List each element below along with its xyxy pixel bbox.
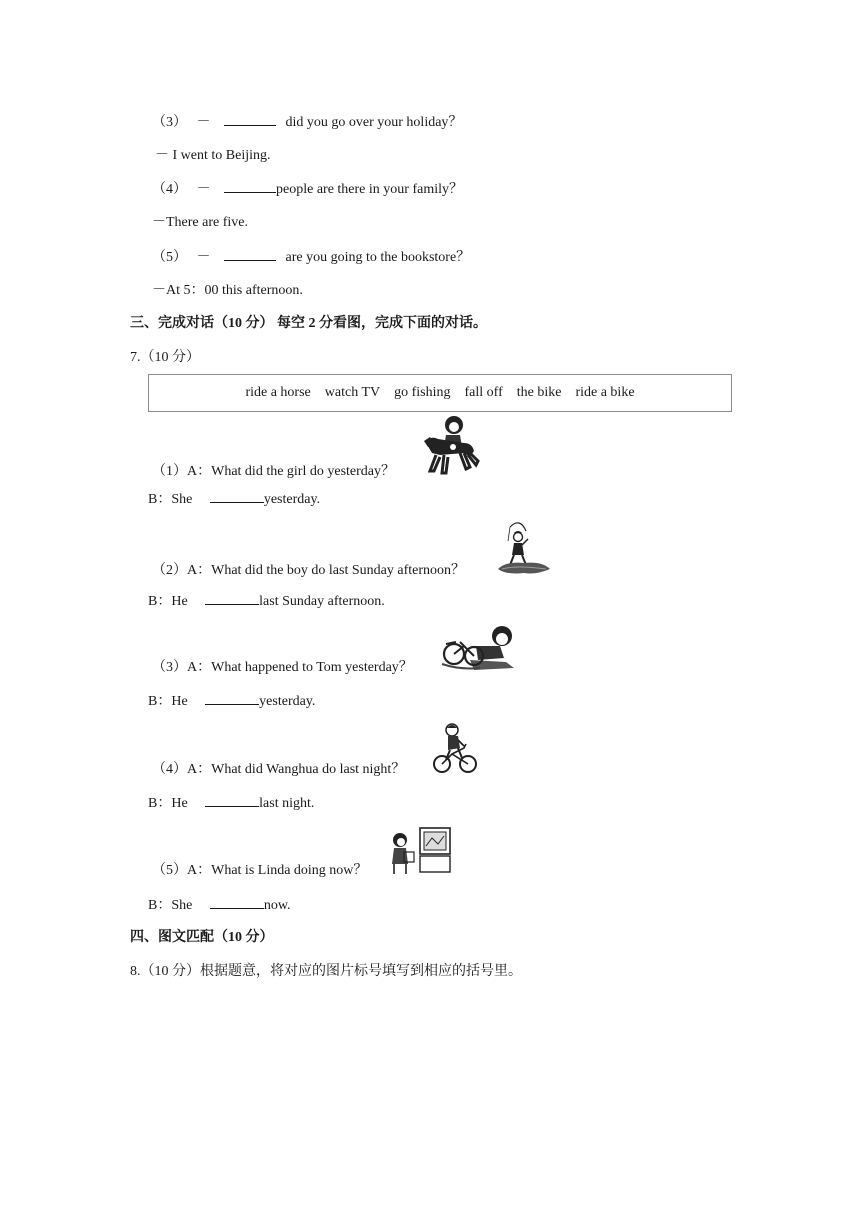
answer-3: － I went to Beijing.: [155, 148, 271, 163]
answer-blank[interactable]: [205, 794, 259, 807]
boy-riding-bike-icon: [432, 722, 478, 774]
dialog-1-question: （1）A：What did the girl do yesterday？: [152, 464, 396, 479]
question-5: （5） － are you going to the bookstore？: [152, 250, 471, 265]
dialog-1-answer: B：She yesterday.: [148, 492, 321, 507]
answer-blank[interactable]: [224, 248, 276, 261]
word-bank-item: fall off: [464, 385, 503, 400]
answer-blank[interactable]: [205, 692, 259, 705]
question-3: （3） － did you go over your holiday？: [152, 115, 463, 130]
section-3-heading: 三、完成对话（10 分） 每空 2 分看图，完成下面的对话。: [130, 316, 487, 331]
dialog-5-answer: B：She now.: [148, 898, 291, 913]
dialog-2-answer: B：He last Sunday afternoon.: [148, 594, 385, 609]
girl-riding-horse-icon: [420, 413, 480, 477]
girl-watching-tv-icon: [390, 826, 454, 876]
word-bank-item: watch TV: [324, 385, 381, 400]
word-bank-item: go fishing: [394, 385, 451, 400]
dialog-3-answer: B：He yesterday.: [148, 694, 316, 709]
answer-blank[interactable]: [210, 490, 264, 503]
question-8: 8.（10 分）根据题意，将对应的图片标号填写到相应的括号里。: [130, 964, 522, 979]
answer-blank[interactable]: [224, 113, 276, 126]
question-7-number: 7.（10 分）: [130, 350, 200, 365]
answer-5: －At 5：00 this afternoon.: [152, 283, 303, 298]
answer-blank[interactable]: [210, 896, 264, 909]
dialog-5-question: （5）A：What is Linda doing now？: [152, 863, 368, 878]
dialog-3-question: （3）A：What happened to Tom yesterday？: [152, 660, 413, 675]
word-bank-item: ride a horse: [245, 385, 311, 400]
section-4-heading: 四、图文匹配（10 分）: [130, 930, 274, 945]
word-bank: [148, 374, 732, 412]
question-4: （4） － people are there in your family？: [152, 182, 463, 197]
boy-fishing-icon: [496, 517, 552, 575]
dialog-4-answer: B：He last night.: [148, 796, 315, 811]
answer-4: －There are five.: [152, 215, 248, 230]
answer-blank[interactable]: [224, 180, 276, 193]
dialog-4-question: （4）A：What did Wanghua do last night？: [152, 762, 406, 777]
word-bank-item: the bike: [516, 385, 562, 400]
word-bank-item: ride a bike: [575, 385, 635, 400]
dialog-2-question: （2）A：What did the boy do last Sunday afternoon？: [152, 563, 466, 578]
boy-fallen-off-bike-icon: [440, 624, 518, 672]
answer-blank[interactable]: [205, 592, 259, 605]
